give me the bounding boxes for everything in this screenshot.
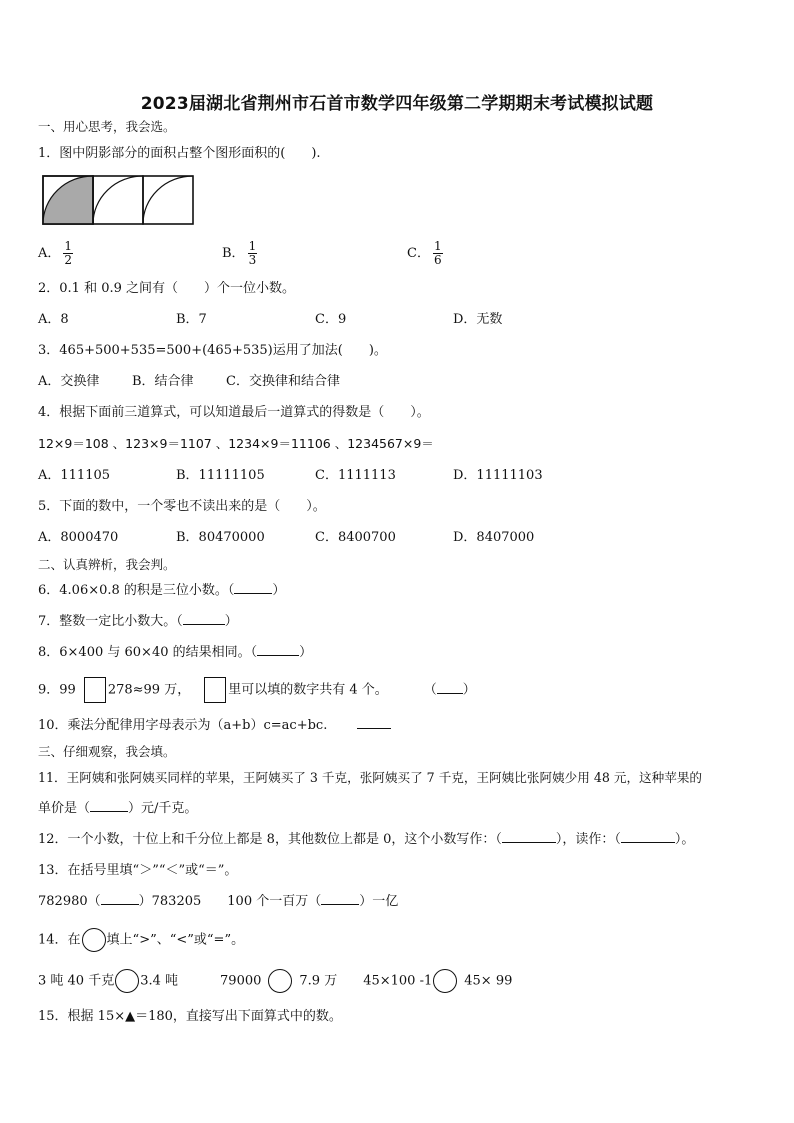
denominator: 2 — [64, 253, 73, 267]
q13-item1-blank[interactable] — [101, 904, 139, 905]
q14-items — [38, 969, 512, 993]
q2-option-d[interactable]: D．无数 — [453, 312, 503, 327]
numerator: 1 — [64, 239, 73, 253]
q4-option-b[interactable]: B．11111105 — [176, 468, 265, 483]
q13-item1-left: 782980（ — [38, 894, 101, 909]
q13-item2-left: 100 个一百万（ — [227, 894, 322, 909]
option-label: C． — [407, 246, 430, 261]
q14-text-a: 14．在 — [38, 932, 81, 948]
q5-option-c[interactable]: C．8400700 — [315, 530, 396, 545]
q11-text-b: ）元/千克。 — [128, 801, 198, 816]
q8-paren: ） — [299, 645, 313, 660]
q12-write-blank[interactable] — [502, 842, 556, 843]
q10-text: 10．乘法分配律用字母表示为（a+b）c=ac+bc. — [38, 718, 328, 733]
q9-answer-blank[interactable] — [437, 693, 463, 694]
q13-item1-right: ）783205 — [138, 894, 202, 909]
q14-item2-circle[interactable] — [268, 969, 292, 993]
question-6 — [38, 582, 285, 600]
q6-answer-blank[interactable] — [234, 593, 272, 594]
q2-option-c[interactable]: C．9 — [315, 312, 347, 327]
q9-box-reference — [204, 677, 226, 703]
fraction — [63, 240, 73, 267]
question-8 — [38, 644, 312, 662]
q2-option-a[interactable]: A．8 — [38, 312, 69, 327]
question-12 — [38, 831, 694, 849]
q13-item2-blank[interactable] — [321, 904, 359, 905]
denominator: 3 — [248, 253, 257, 267]
q11-text-a: 单价是（ — [38, 801, 91, 816]
page-title: 2023届湖北省荆州市石首市数学四年级第二学期期末考试模拟试题 — [140, 94, 654, 114]
question-2: 2．0.1 和 0.9 之间有（ ）个一位小数。 — [38, 281, 296, 296]
q14-circle-reference — [82, 928, 106, 952]
section-2-heading: 二、认真辨析，我会判。 — [38, 557, 176, 572]
question-4: 4．根据下面前三道算式，可以知道最后一道算式的得数是（ ）。 — [38, 405, 430, 420]
q9-paren-close: ） — [462, 682, 476, 698]
section-1-heading: 一、用心思考，我会选。 — [38, 119, 176, 134]
q4-option-d[interactable]: D．11111103 — [453, 468, 543, 483]
q3-option-a[interactable]: A．交换律 — [38, 374, 100, 389]
q7-answer-blank[interactable] — [183, 624, 225, 625]
q1-option-b[interactable] — [222, 240, 257, 267]
q1-option-c[interactable] — [407, 240, 443, 267]
q6-text: 6．4.06×0.8 的积是三位小数。（ — [38, 583, 235, 598]
q14-item3-right: 45× 99 — [464, 973, 513, 989]
q7-text: 7．整数一定比小数大。（ — [38, 614, 183, 629]
question-7 — [38, 613, 238, 631]
question-11-line-1: 11．王阿姨和张阿姨买同样的苹果，王阿姨买了 3 千克，张阿姨买了 7 千克，王阿姨比张阿姨少用 48 元，这种苹果的 — [38, 770, 703, 785]
q4-option-c[interactable]: C．1111113 — [315, 468, 396, 483]
question-5: 5．下面的数中，一个零也不读出来的是（ ）。 — [38, 499, 326, 514]
q8-answer-blank[interactable] — [257, 655, 299, 656]
q9-text-c: 里可以填的数字共有 4 个。 — [228, 682, 388, 698]
q14-item1-left: 3 吨 40 千克 — [38, 973, 115, 989]
q9-digit-box[interactable] — [84, 677, 106, 703]
question-15: 15．根据 15×▲＝180，直接写出下面算式中的数。 — [38, 1009, 342, 1024]
q3-option-b[interactable]: B．结合律 — [132, 374, 194, 389]
q14-item2-right: 7.9 万 — [299, 973, 338, 989]
question-10 — [38, 717, 391, 735]
section-3-heading: 三、仔细观察，我会填。 — [38, 744, 176, 759]
numerator: 1 — [248, 239, 257, 253]
q14-item3-circle[interactable] — [433, 969, 457, 993]
q8-text: 8．6×400 与 60×40 的结果相同。（ — [38, 645, 258, 660]
question-1: 1．图中阴影部分的面积占整个图形面积的( ). — [38, 146, 321, 161]
option-label: B． — [222, 246, 245, 261]
q5-option-d[interactable]: D．8407000 — [453, 530, 535, 545]
q11-answer-blank[interactable] — [90, 811, 128, 812]
denominator: 6 — [433, 253, 442, 267]
q4-formula: 12×9＝108 、123×9＝1107 、1234×9＝11106 、1234567×9＝ — [38, 436, 434, 451]
q7-paren: ） — [224, 614, 238, 629]
question-14 — [38, 928, 244, 952]
q10-answer-blank[interactable] — [357, 728, 391, 729]
q14-item1-circle[interactable] — [115, 969, 139, 993]
fraction — [433, 240, 443, 267]
q12-text-c: ）。 — [674, 832, 695, 847]
q3-option-c[interactable]: C．交换律和结合律 — [226, 374, 340, 389]
q12-text-b: ），读作：（ — [555, 832, 621, 847]
question-9 — [38, 677, 476, 703]
fraction — [248, 240, 258, 267]
q5-option-a[interactable]: A．8000470 — [38, 530, 119, 545]
q9-text-b: 278≈99 万， — [107, 682, 191, 698]
q5-option-b[interactable]: B．80470000 — [176, 530, 265, 545]
shaded-figure — [42, 175, 194, 225]
option-label: A． — [38, 246, 61, 261]
q1-option-a[interactable] — [38, 240, 73, 267]
q6-paren: ） — [272, 583, 286, 598]
q14-text-b: 填上“>”、“<”或“=”。 — [106, 932, 245, 948]
q13-item2-right: ）一亿 — [359, 894, 399, 909]
q14-item3-left: 45×100 -1 — [363, 973, 433, 989]
question-3: 3．465+500+535=500+(465+535)运用了加法( )。 — [38, 343, 387, 358]
q12-text-a: 12．一个小数，十位上和千分位上都是 8，其他数位上都是 0，这个小数写作：（ — [38, 832, 502, 847]
q14-item2-left: 79000 — [220, 973, 262, 989]
numerator: 1 — [433, 239, 442, 253]
question-11-line-2 — [38, 800, 197, 818]
q12-read-blank[interactable] — [621, 842, 675, 843]
q9-text-a: 9．99 — [38, 682, 76, 698]
q4-option-a[interactable]: A．111105 — [38, 468, 111, 483]
q14-item1-right: 3.4 吨 — [140, 973, 179, 989]
question-13: 13．在括号里填“＞”“＜”或“＝”。 — [38, 863, 238, 878]
q2-option-b[interactable]: B．7 — [176, 312, 207, 327]
q13-items — [38, 893, 398, 911]
q9-paren-open: （ — [423, 682, 437, 698]
